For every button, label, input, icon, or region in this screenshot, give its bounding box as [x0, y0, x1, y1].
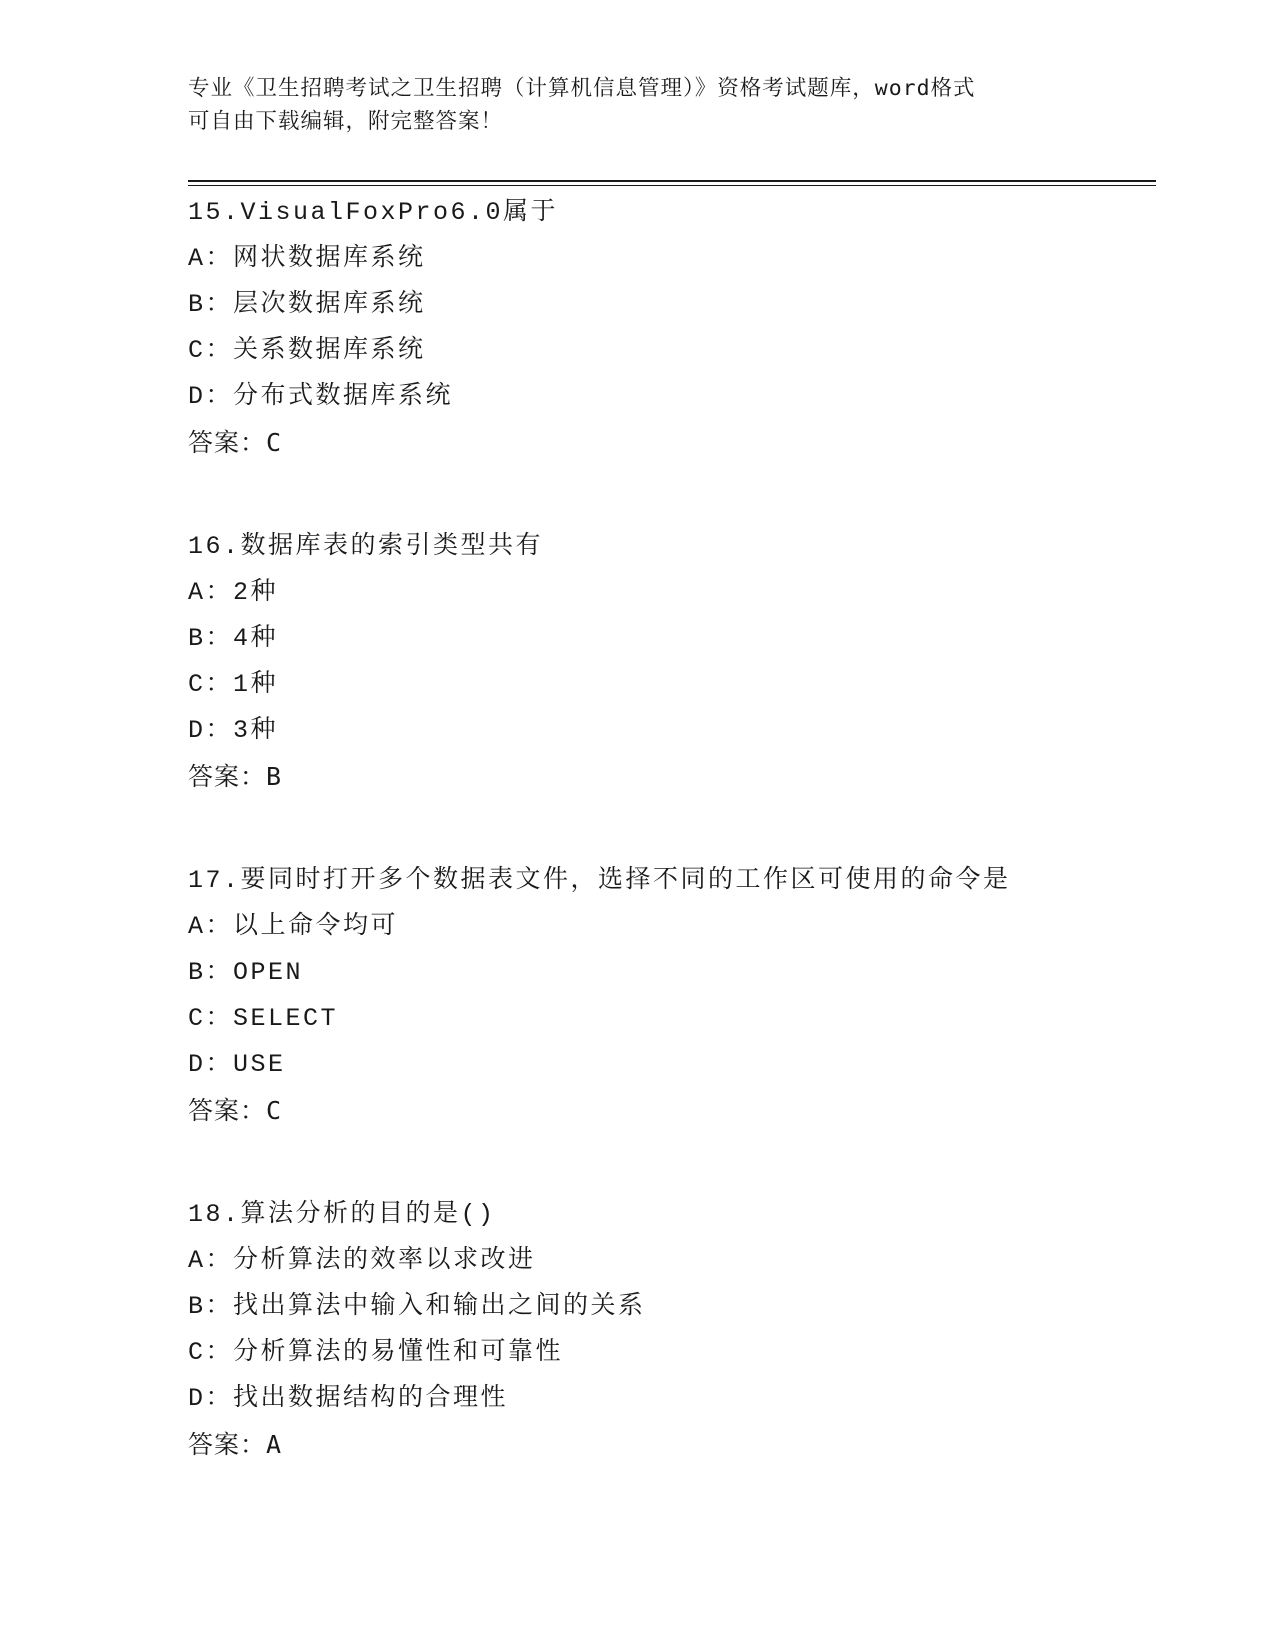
question-title: 17.要同时打开多个数据表文件，选择不同的工作区可使用的命令是	[188, 866, 1011, 895]
option-a: A：以上命令均可	[188, 912, 399, 941]
header-line-2: 可自由下载编辑，附完整答案！	[188, 109, 504, 134]
option-c: C：关系数据库系统	[188, 336, 426, 365]
question-title: 16.数据库表的索引类型共有	[188, 532, 544, 561]
option-a: A：分析算法的效率以求改进	[188, 1246, 536, 1275]
option-c: C：SELECT	[188, 1004, 339, 1033]
question-16	[188, 524, 1148, 800]
option-c: C：1种	[188, 670, 279, 699]
question-17	[188, 858, 1148, 1134]
question-title: 18.算法分析的目的是()	[188, 1200, 496, 1229]
answer-line: 答案：A	[188, 1430, 283, 1459]
option-a: A：2种	[188, 578, 279, 607]
header-divider-thick	[188, 180, 1156, 182]
option-c: C：分析算法的易懂性和可靠性	[188, 1338, 564, 1367]
option-b: B：层次数据库系统	[188, 290, 426, 319]
option-d: D：找出数据结构的合理性	[188, 1384, 509, 1413]
document-header	[188, 72, 1068, 138]
question-list	[188, 190, 1148, 1526]
question-18	[188, 1192, 1148, 1468]
option-d: D：USE	[188, 1050, 286, 1079]
answer-line: 答案：B	[188, 762, 283, 791]
answer-line: 答案：C	[188, 428, 283, 457]
header-divider-thin	[188, 185, 1156, 186]
option-d: D：3种	[188, 716, 279, 745]
option-b: B：OPEN	[188, 958, 304, 987]
answer-line: 答案：C	[188, 1096, 283, 1125]
question-15	[188, 190, 1148, 466]
header-line-1: 专业《卫生招聘考试之卫生招聘（计算机信息管理）》资格考试题库，word格式	[188, 76, 976, 101]
question-title: 15.VisualFoxPro6.0属于	[188, 198, 559, 227]
option-a: A：网状数据库系统	[188, 244, 426, 273]
option-d: D：分布式数据库系统	[188, 382, 454, 411]
option-b: B：4种	[188, 624, 279, 653]
option-b: B：找出算法中输入和输出之间的关系	[188, 1292, 646, 1321]
